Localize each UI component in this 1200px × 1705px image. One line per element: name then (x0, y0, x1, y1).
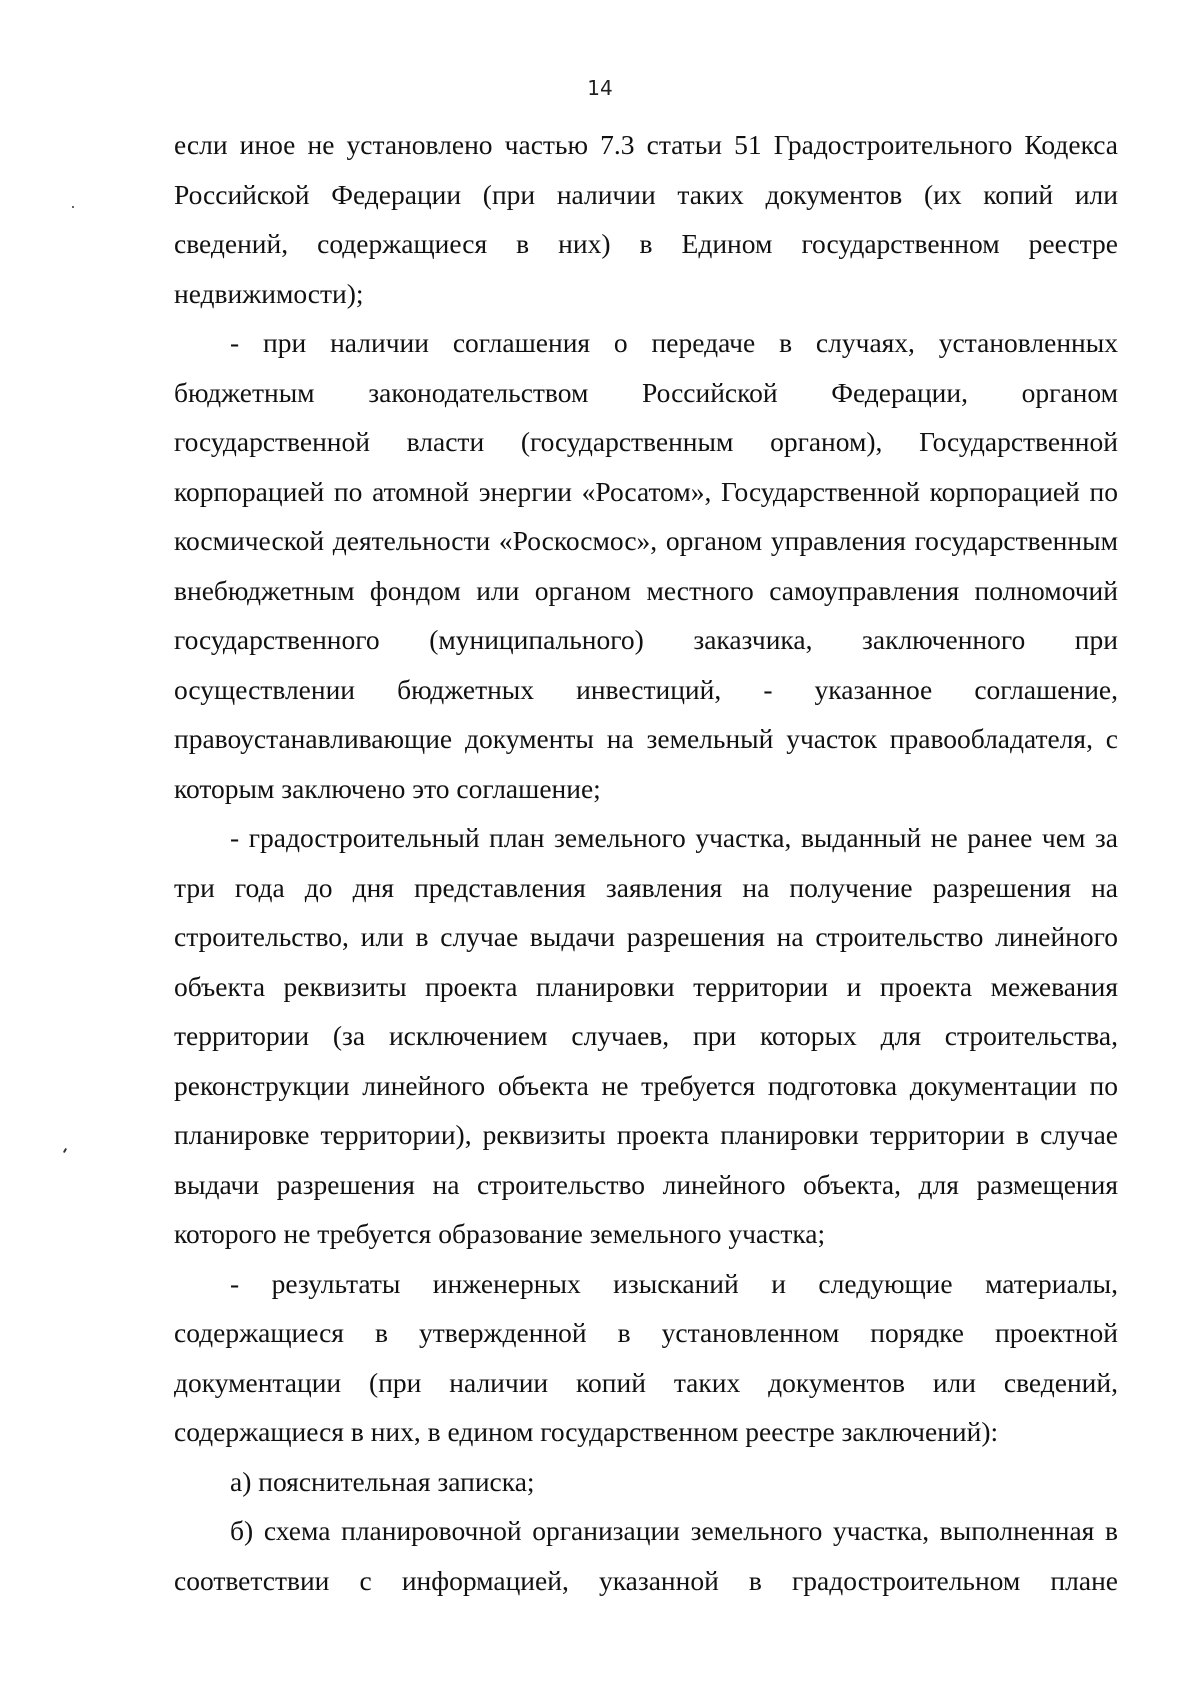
paragraph-agreement-documents: - при наличии соглашения о передаче в случаях, установленных бюджетным законодательством Российской Федерации, органом государственной власти (государственным органом), Государственной корпорацией по атомной энергии «Росатом», Государственной корпорацией по космической деятельности «Роскосмос», органом управления государственным внебюджетным фондом или органом местного самоуправления полномочий государственного (муниципального) заказчика, заключенного при осуществлении бюджетных инвестиций, - указанное соглашение, правоустанавливающие документы на земельный участок правообладателя, с которым заключено это соглашение; (174, 327, 1118, 804)
document-body (174, 120, 1118, 1605)
scan-speck (63, 1148, 67, 1153)
paragraph-urban-plan: - градостроительный план земельного участка, выданный не ранее чем за три года до дня представления заявления на получение разрешения на строительство, или в случае выдачи разрешения на строительство линейного объекта реквизиты проекта планировки территории и проекта межевания территории (за исключением случаев, при которых для строительства, реконструкции линейного объекта не требуется подготовка документации по планировке территории), реквизиты проекта планировки территории в случае выдачи разрешения на строительство линейного объекта, для размещения которого не требуется образование земельного участка; (174, 822, 1118, 1249)
list-item-b: б) схема планировочной организации земельного участка, выполненная в соответствии с информацией, указанной в градостроительном плане (174, 1515, 1118, 1596)
scan-speck (72, 206, 74, 208)
page-number: 14 (587, 76, 613, 100)
list-item-a: а) пояснительная записка; (230, 1465, 535, 1497)
paragraph-engineering-surveys: - результаты инженерных изысканий и следующие материалы, содержащиеся в утвержденной в установленном порядке проектной документации (при наличии копий таких документов или сведений, содержащиеся в них, в едином государственном реестре заключений): (174, 1267, 1118, 1447)
paragraph-continuation: если иное не установлено частью 7.3 статьи 51 Градостроительного Кодекса Российской Федерации (при наличии таких документов (их копий или сведений, содержащиеся в них) в Едином государственном реестре недвижимости); (174, 129, 1118, 309)
